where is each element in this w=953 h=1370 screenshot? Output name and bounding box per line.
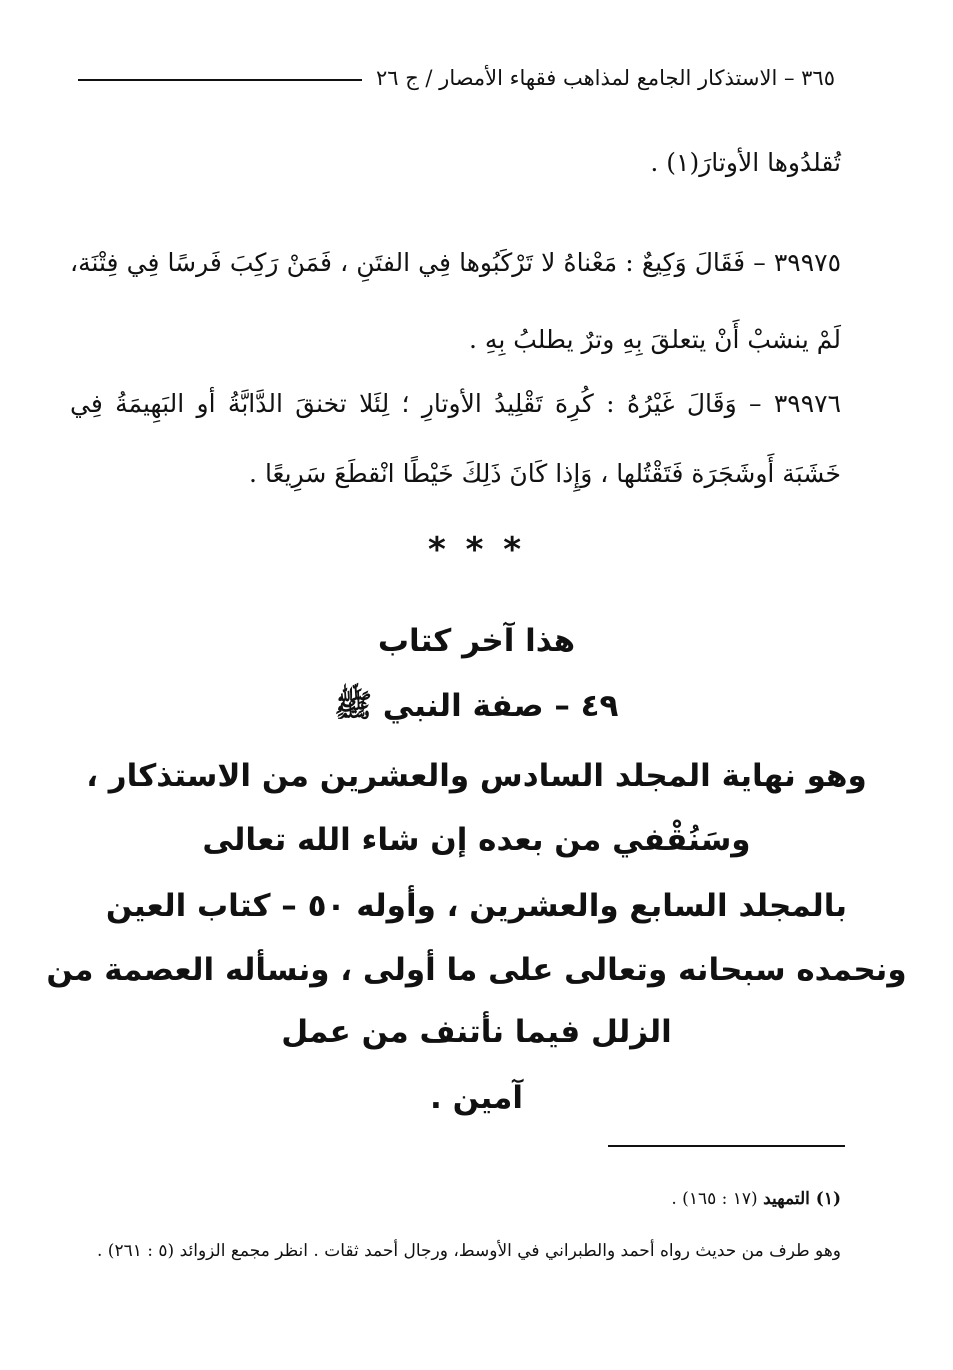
closing-line-5: بالمجلد السابع والعشرين ، وأوله ٥٠ – كتاب العين [105, 888, 848, 924]
closing-line-7: الزلل فيما نأتنف من عمل [281, 1014, 672, 1050]
closing-line-3: وهو نهاية المجلد السادس والعشرين من الاستذكار ، [86, 758, 867, 794]
paragraph-39976: ٣٩٩٧٦ – وَقَالَ غَيْرُهُ : كُرِهَ تَقْلِيدُ الأوتارِ ؛ لِئَلا تخنقَ الدَّابَّةُ أو البَهِيمَةُ فِي خَشَبَة أَوشَجَرَة فَتَقْتُلها ، وَإِذا كَانَ ذَلِكَ خَيْطًا انْقطَعَ سَرِيعًا . [70, 389, 841, 488]
section-separator: * * * [427, 530, 525, 570]
closing-line-8: آمين . [430, 1080, 523, 1116]
closing-line-2: ٤٩ – صفة النبي ﷺ [334, 688, 619, 724]
running-header [78, 58, 835, 98]
footnote-1 [72, 1188, 841, 1210]
closing-line-4: وسَنُقْفي من بعده إن شاء الله تعالى [202, 822, 751, 858]
footnote-rule [608, 1145, 845, 1147]
paragraph-39975: ٣٩٩٧٥ – فَقَالَ وَكِيعٌ : مَعْناهُ لا تَرْكَبُوها فِي الفتَنِ ، فَمَنْ رَكِبَ فَرسًا فِي فِتْنَة، لَمْ ينشبْ أَنْ يتعلقَ بِهِ وترٌ يطلبُ بِهِ . [70, 248, 841, 354]
footnote-1-label: (١) التمهيد [763, 1189, 841, 1209]
running-title: ٣٦٥ – الاستذكار الجامع لمذاهب فقهاء الأمصار / ج ٢٦ [375, 66, 835, 90]
closing-line-1: هذا آخر كتاب [377, 623, 576, 659]
footnote-2: وهو طرف من حديث رواه أحمد والطبراني في الأوسط، ورجال أحمد ثقات . انظر مجمع الزوائد (٥ : ٢٦١) . [96, 1241, 841, 1261]
body-line-continuation: تُقلدُوها الأوتارَ(١) . [650, 148, 841, 177]
closing-line-6: ونحمده سبحانه وتعالى على ما أولى ، ونسأله العصمة من [46, 952, 907, 988]
footnote-1-ref: (١٧ : ١٦٥) . [671, 1189, 758, 1209]
header-rule [78, 79, 362, 81]
